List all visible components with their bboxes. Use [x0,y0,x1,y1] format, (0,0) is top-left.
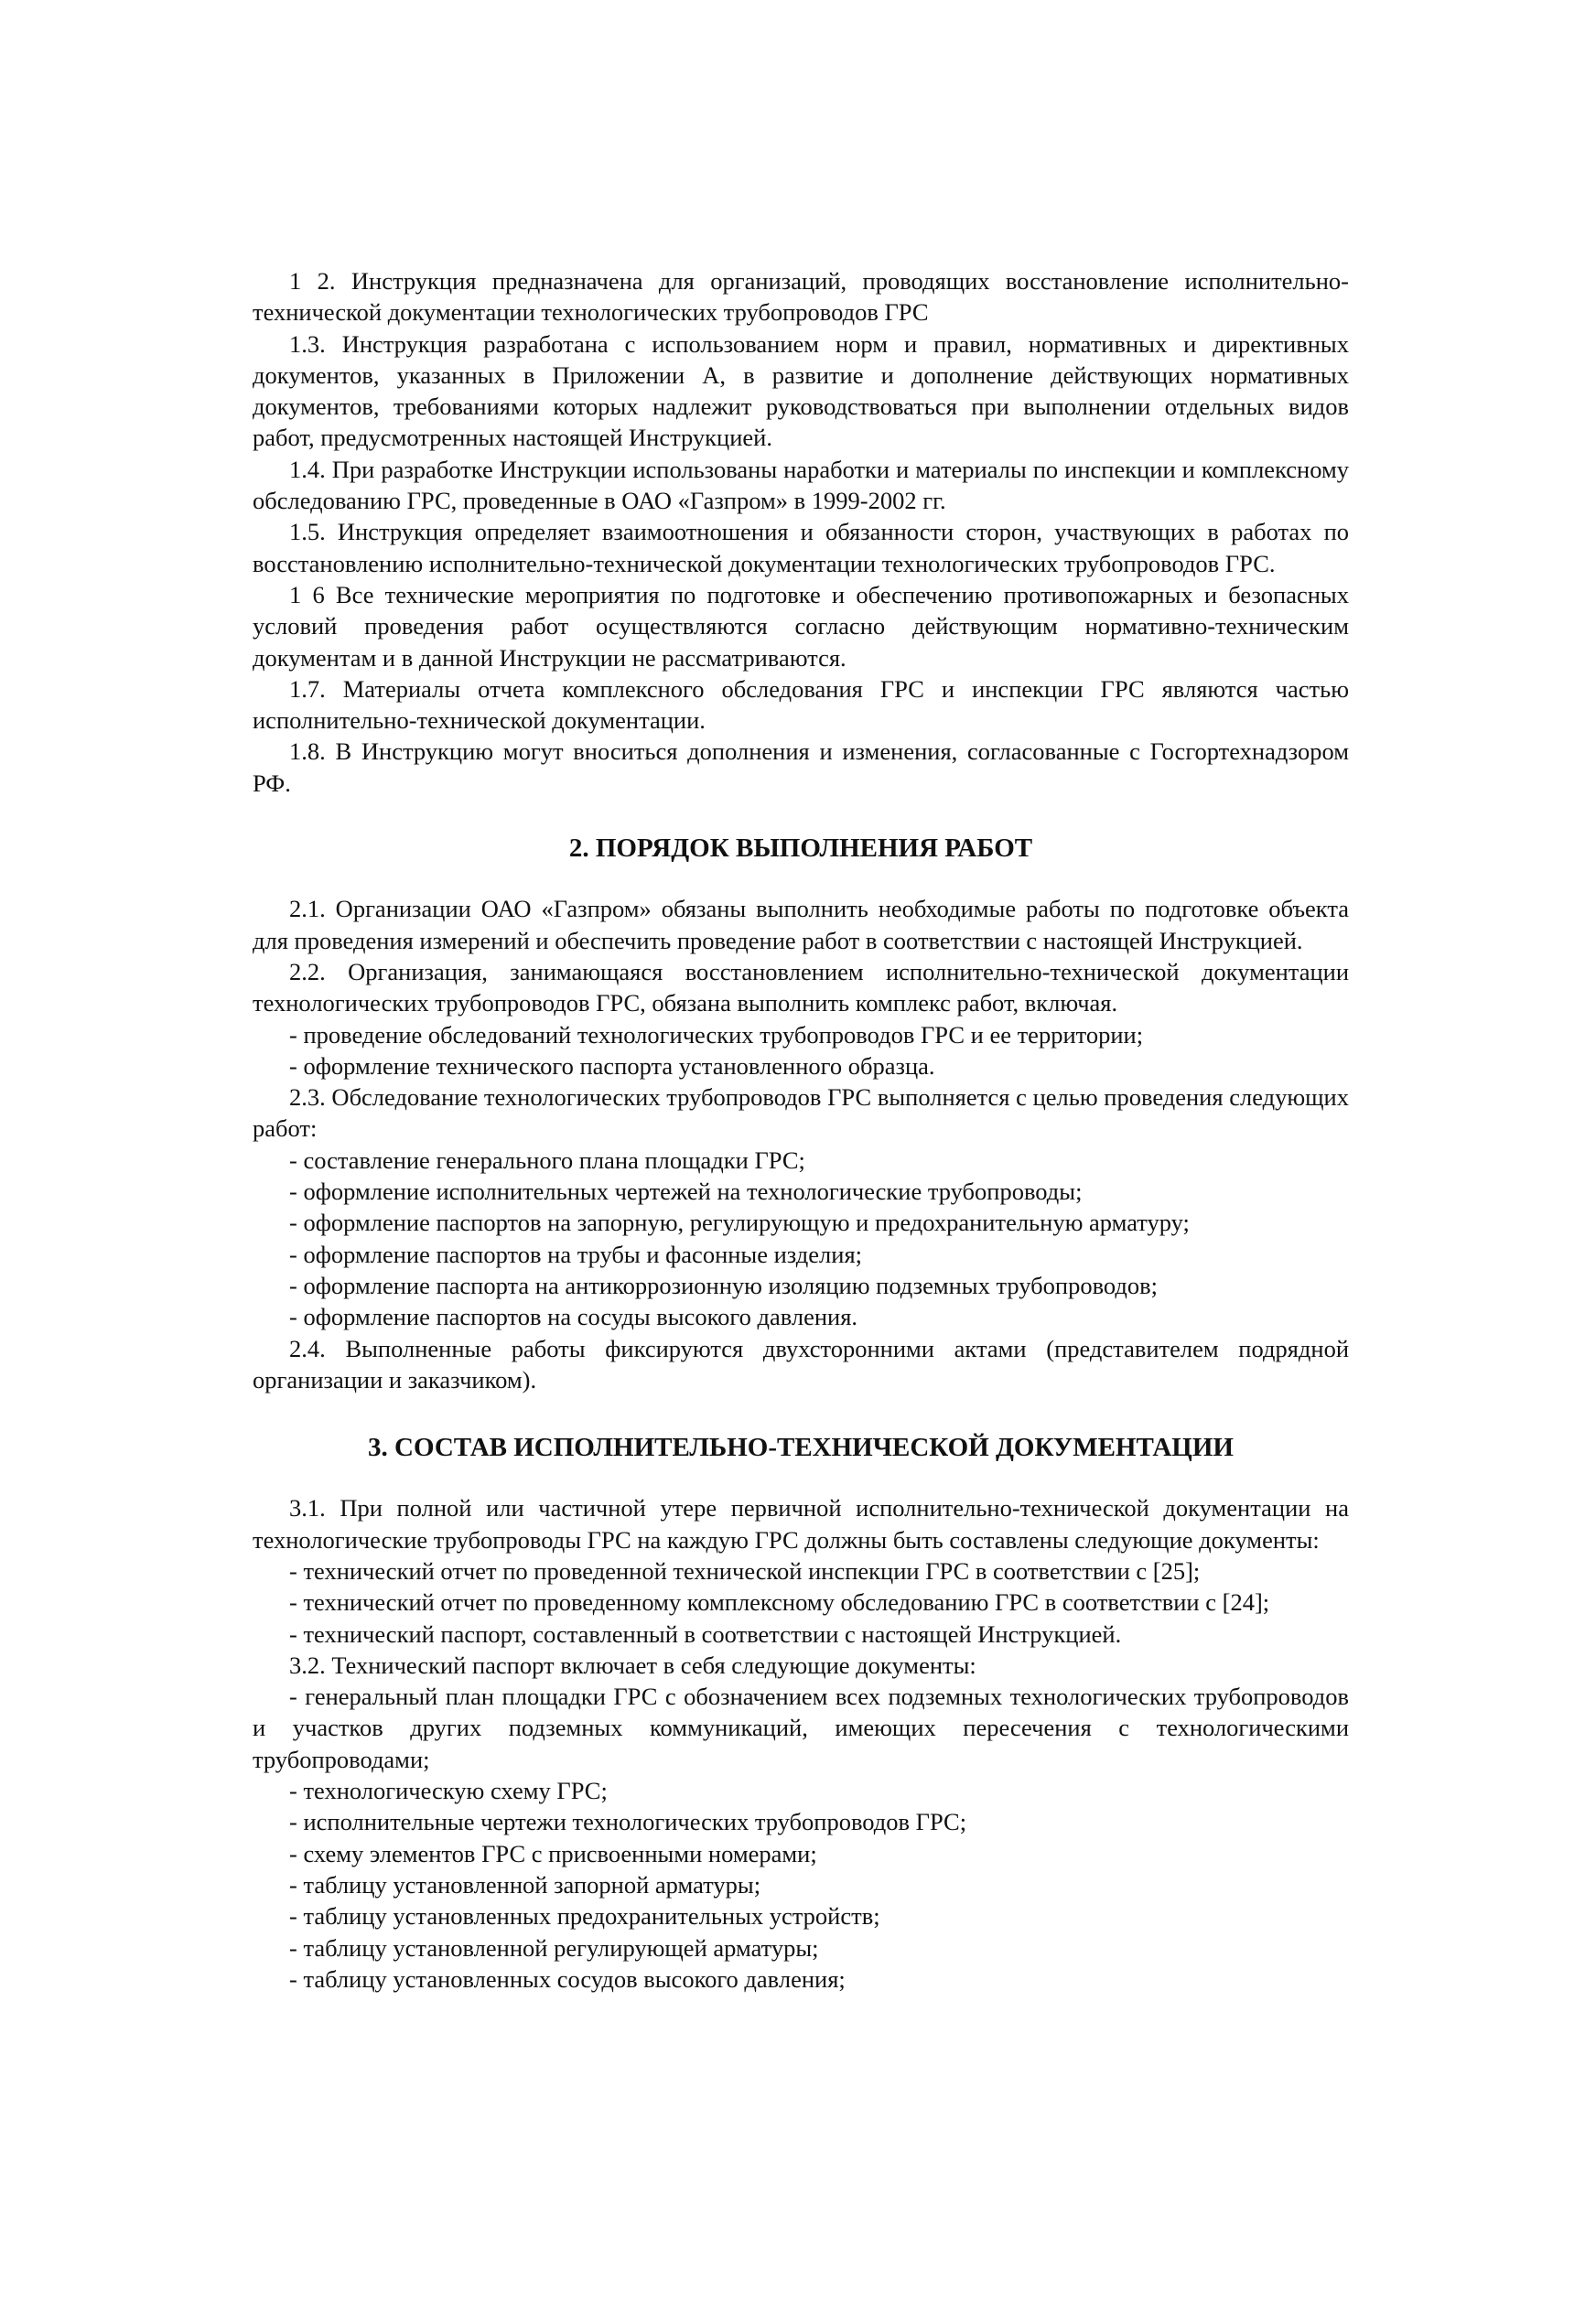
paragraph-1-2: 1 2. Инструкция предназначена для организаций, проводящих восстановление исполнительно-технической документации технологических трубопроводов ГРС [253,267,1349,327]
list-item: - оформление паспортов на запорную, регулирующую и предохранительную арматуру; [289,1209,1190,1237]
section-2 [253,833,1349,1395]
paragraph-3-2: 3.2. Технический паспорт включает в себя следующие документы: [289,1651,976,1679]
list-item: - таблицу установленных сосудов высокого давления; [289,1964,846,1993]
list-item: - оформление исполнительных чертежей на технологические трубопроводы; [289,1178,1083,1206]
list-item: - оформление паспортов на трубы и фасонные изделия; [289,1240,862,1268]
paragraph-2-4: 2.4. Выполненные работы фиксируются двухсторонними актами (представителем подрядной организации и заказчиком). [253,1334,1349,1393]
list-item: - схему элементов ГРС с присвоенными номерами; [289,1839,817,1867]
paragraph-1-6: 1 6 Все технические мероприятия по подготовке и обеспечению противопожарных и безопасных условий проведения работ осуществляются согласно действующим нормативно-техническим документам и в данной Инструкции не рассматриваются. [253,580,1349,672]
section-2-title: 2. ПОРЯДОК ВЫПОЛНЕНИЯ РАБОТ [568,834,1033,864]
list-item: - технический отчет по проведенной технической инспекции ГРС в соответствии с [25]; [289,1556,1201,1585]
list-item: - оформление технического паспорта установленного образца. [289,1051,935,1080]
paragraph-2-3: 2.3. Обследование технологических трубопроводов ГРС выполняется с целью проведения следующих работ: [253,1083,1349,1143]
paragraph-1-3: 1.3. Инструкция разработана с использованием норм и правил, нормативных и директивных документов, указанных в Приложении А, в развитие и дополнение действующих нормативных документов, требованиями которых надлежит руководствоваться при выполнении отдельных видов работ, предусмотренных настоящей Инструкцией. [253,329,1349,452]
list-item: - исполнительные чертежи технологических трубопроводов ГРС; [289,1808,967,1836]
paragraph-1-5: 1.5. Инструкция определяет взаимоотношения и обязанности сторон, участвующих в работах по восстановлению исполнительно-технической документации технологических трубопроводов ГРС. [253,518,1349,577]
list-item: - таблицу установленных предохранительных устройств; [289,1902,880,1931]
section-3-title: 3. СОСТАВ ИСПОЛНИТЕЛЬНО-ТЕХНИЧЕСКОЙ ДОКУМЕНТАЦИИ [368,1433,1234,1463]
list-item: - оформление паспорта на антикоррозионную изоляцию подземных трубопроводов; [289,1271,1159,1299]
list-item: - таблицу установленной регулирующей арматуры; [289,1933,819,1962]
paragraph-1-8: 1.8. В Инструкцию могут вноситься дополнения и изменения, согласованные с Госгортехнадзором РФ. [253,737,1349,797]
list-item: - технологическую схему ГРС; [289,1777,608,1805]
list-item: - технический отчет по проведенному комплексному обследованию ГРС в соответствии с [24]; [289,1588,1270,1617]
paragraph-1-7: 1.7. Материалы отчета комплексного обследования ГРС и инспекции ГРС являются частью исполнительно-технической документации. [253,674,1349,735]
list-item: - генеральный план площадки ГРС с обозначением всех подземных технологических трубопроводов и участков других подземных коммуникаций, имеющих пересечения с технологическими трубопроводами; [253,1683,1349,1773]
list-item: - оформление паспортов на сосуды высокого давления. [289,1303,858,1331]
paragraph-2-2: 2.2. Организация, занимающаяся восстановлением исполнительно-технической документации технологических трубопроводов ГРС, обязана выполнить комплекс работ, включая. [253,957,1349,1017]
list-item: - составление генерального плана площадки ГРС; [289,1146,805,1174]
section-3 [253,1432,1349,1995]
document-page [253,265,1349,1995]
paragraph-3-1: 3.1. При полной или частичной утере первичной исполнительно-технической документации на технологические трубопроводы ГРС на каждую ГРС должны быть составлены следующие документы: [253,1494,1349,1554]
paragraph-2-1: 2.1. Организации ОАО «Газпром» обязаны выполнить необходимые работы по подготовке объекта для проведения измерений и обеспечить проведение работ в соответствии с настоящей Инструкцией. [253,895,1349,954]
list-item: - технический паспорт, составленный в соответствии с настоящей Инструкцией. [289,1619,1122,1648]
list-item: - таблицу установленной запорной арматуры; [289,1870,761,1899]
paragraph-1-4: 1.4. При разработке Инструкции использованы наработки и материалы по инспекции и комплексному обследованию ГРС, проведенные в ОАО «Газпром» в 1999-2002 гг. [253,455,1349,515]
section-1 [253,265,1349,799]
list-item: - проведение обследований технологических трубопроводов ГРС и ее территории; [289,1020,1144,1049]
